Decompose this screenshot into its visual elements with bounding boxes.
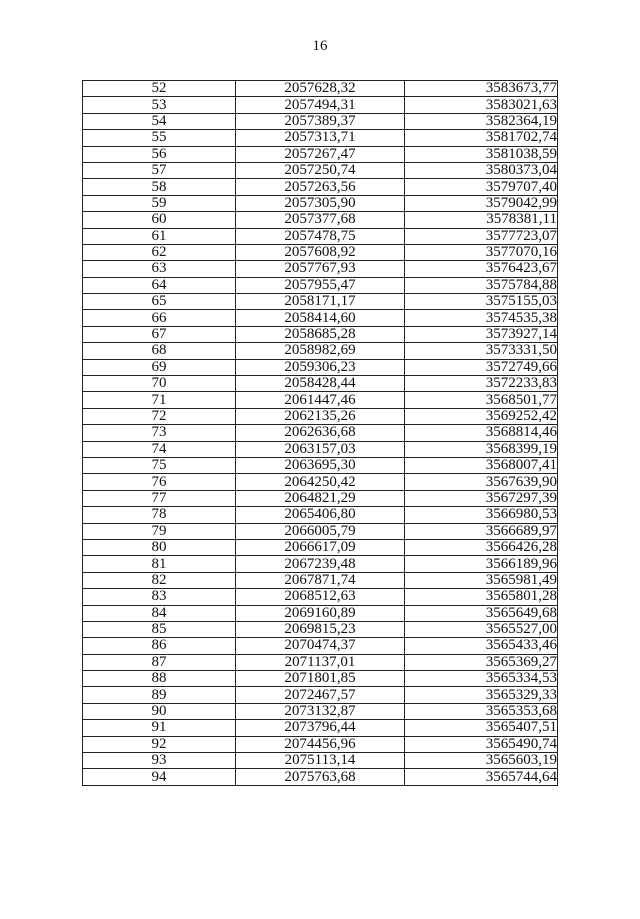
y-coordinate-cell: 3574535,38 — [405, 310, 558, 326]
y-coordinate-cell: 3565407,51 — [405, 720, 558, 736]
x-coordinate-cell: 2075113,14 — [236, 753, 405, 769]
x-coordinate-cell: 2057313,71 — [236, 130, 405, 146]
table-row — [83, 507, 558, 523]
point-number-cell: 58 — [83, 179, 236, 195]
table-row — [83, 408, 558, 424]
y-coordinate-cell: 3566426,28 — [405, 539, 558, 555]
table-row — [83, 146, 558, 162]
point-number-cell: 53 — [83, 97, 236, 113]
point-number-cell: 80 — [83, 539, 236, 555]
point-number-cell: 61 — [83, 228, 236, 244]
x-coordinate-cell: 2057389,37 — [236, 113, 405, 129]
table-row — [83, 310, 558, 326]
point-number-cell: 59 — [83, 195, 236, 211]
table-row — [83, 261, 558, 277]
table-row — [83, 212, 558, 228]
table-row — [83, 113, 558, 129]
table-row — [83, 326, 558, 342]
table-row — [83, 392, 558, 408]
y-coordinate-cell: 3567639,90 — [405, 474, 558, 490]
point-number-cell: 68 — [83, 343, 236, 359]
page-number: 16 — [312, 38, 328, 54]
table-row — [83, 654, 558, 670]
table-row — [83, 589, 558, 605]
point-number-cell: 64 — [83, 277, 236, 293]
y-coordinate-cell: 3572233,83 — [405, 376, 558, 392]
point-number-cell: 83 — [83, 589, 236, 605]
table-row — [83, 81, 558, 97]
coordinates-table-body — [83, 81, 558, 786]
point-number-cell: 94 — [83, 769, 236, 785]
point-number-cell: 77 — [83, 490, 236, 506]
point-number-cell: 84 — [83, 605, 236, 621]
x-coordinate-cell: 2059306,23 — [236, 359, 405, 375]
point-number-cell: 76 — [83, 474, 236, 490]
y-coordinate-cell: 3583673,77 — [405, 81, 558, 97]
x-coordinate-cell: 2057263,56 — [236, 179, 405, 195]
x-coordinate-cell: 2057767,93 — [236, 261, 405, 277]
point-number-cell: 90 — [83, 703, 236, 719]
x-coordinate-cell: 2061447,46 — [236, 392, 405, 408]
point-number-cell: 66 — [83, 310, 236, 326]
table-row — [83, 671, 558, 687]
x-coordinate-cell: 2070474,37 — [236, 638, 405, 654]
point-number-cell: 89 — [83, 687, 236, 703]
table-row — [83, 179, 558, 195]
x-coordinate-cell: 2072467,57 — [236, 687, 405, 703]
table-row — [83, 277, 558, 293]
x-coordinate-cell: 2066617,09 — [236, 539, 405, 555]
table-row — [83, 621, 558, 637]
y-coordinate-cell: 3567297,39 — [405, 490, 558, 506]
y-coordinate-cell: 3569252,42 — [405, 408, 558, 424]
x-coordinate-cell: 2073796,44 — [236, 720, 405, 736]
point-number-cell: 62 — [83, 244, 236, 260]
y-coordinate-cell: 3580373,04 — [405, 162, 558, 178]
y-coordinate-cell: 3565603,19 — [405, 753, 558, 769]
y-coordinate-cell: 3575155,03 — [405, 294, 558, 310]
y-coordinate-cell: 3583021,63 — [405, 97, 558, 113]
y-coordinate-cell: 3565334,53 — [405, 671, 558, 687]
y-coordinate-cell: 3573927,14 — [405, 326, 558, 342]
x-coordinate-cell: 2057478,75 — [236, 228, 405, 244]
y-coordinate-cell: 3577070,16 — [405, 244, 558, 260]
point-number-cell: 74 — [83, 441, 236, 457]
point-number-cell: 93 — [83, 753, 236, 769]
x-coordinate-cell: 2073132,87 — [236, 703, 405, 719]
y-coordinate-cell: 3568399,19 — [405, 441, 558, 457]
point-number-cell: 92 — [83, 736, 236, 752]
point-number-cell: 52 — [83, 81, 236, 97]
table-row — [83, 523, 558, 539]
x-coordinate-cell: 2069815,23 — [236, 621, 405, 637]
x-coordinate-cell: 2057494,31 — [236, 97, 405, 113]
point-number-cell: 63 — [83, 261, 236, 277]
point-number-cell: 70 — [83, 376, 236, 392]
y-coordinate-cell: 3565490,74 — [405, 736, 558, 752]
y-coordinate-cell: 3566689,97 — [405, 523, 558, 539]
y-coordinate-cell: 3582364,19 — [405, 113, 558, 129]
x-coordinate-cell: 2063157,03 — [236, 441, 405, 457]
x-coordinate-cell: 2068512,63 — [236, 589, 405, 605]
y-coordinate-cell: 3575784,88 — [405, 277, 558, 293]
table-row — [83, 162, 558, 178]
point-number-cell: 60 — [83, 212, 236, 228]
x-coordinate-cell: 2057628,32 — [236, 81, 405, 97]
x-coordinate-cell: 2067871,74 — [236, 572, 405, 588]
table-row — [83, 457, 558, 473]
x-coordinate-cell: 2065406,80 — [236, 507, 405, 523]
point-number-cell: 88 — [83, 671, 236, 687]
point-number-cell: 55 — [83, 130, 236, 146]
table-row — [83, 97, 558, 113]
table-row — [83, 638, 558, 654]
x-coordinate-cell: 2071137,01 — [236, 654, 405, 670]
y-coordinate-cell: 3573331,50 — [405, 343, 558, 359]
x-coordinate-cell: 2071801,85 — [236, 671, 405, 687]
table-row — [83, 703, 558, 719]
table-row — [83, 425, 558, 441]
table-row — [83, 195, 558, 211]
table-row — [83, 359, 558, 375]
x-coordinate-cell: 2062636,68 — [236, 425, 405, 441]
point-number-cell: 65 — [83, 294, 236, 310]
x-coordinate-cell: 2057608,92 — [236, 244, 405, 260]
table-row — [83, 605, 558, 621]
x-coordinate-cell: 2063695,30 — [236, 457, 405, 473]
y-coordinate-cell: 3572749,66 — [405, 359, 558, 375]
table-row — [83, 474, 558, 490]
table-row — [83, 720, 558, 736]
y-coordinate-cell: 3566189,96 — [405, 556, 558, 572]
point-number-cell: 91 — [83, 720, 236, 736]
point-number-cell: 54 — [83, 113, 236, 129]
table-row — [83, 556, 558, 572]
point-number-cell: 57 — [83, 162, 236, 178]
x-coordinate-cell: 2069160,89 — [236, 605, 405, 621]
y-coordinate-cell: 3565801,28 — [405, 589, 558, 605]
point-number-cell: 69 — [83, 359, 236, 375]
x-coordinate-cell: 2058428,44 — [236, 376, 405, 392]
y-coordinate-cell: 3565329,33 — [405, 687, 558, 703]
x-coordinate-cell: 2057250,74 — [236, 162, 405, 178]
y-coordinate-cell: 3565744,64 — [405, 769, 558, 785]
table-row — [83, 228, 558, 244]
y-coordinate-cell: 3568007,41 — [405, 457, 558, 473]
point-number-cell: 78 — [83, 507, 236, 523]
y-coordinate-cell: 3581038,59 — [405, 146, 558, 162]
table-row — [83, 572, 558, 588]
x-coordinate-cell: 2058414,60 — [236, 310, 405, 326]
y-coordinate-cell: 3568501,77 — [405, 392, 558, 408]
table-row — [83, 490, 558, 506]
coordinates-table — [82, 80, 558, 786]
y-coordinate-cell: 3579707,40 — [405, 179, 558, 195]
x-coordinate-cell: 2057305,90 — [236, 195, 405, 211]
table-row — [83, 376, 558, 392]
point-number-cell: 79 — [83, 523, 236, 539]
table-row — [83, 687, 558, 703]
table-row — [83, 736, 558, 752]
table-row — [83, 753, 558, 769]
x-coordinate-cell: 2067239,48 — [236, 556, 405, 572]
table-row — [83, 244, 558, 260]
y-coordinate-cell: 3565649,68 — [405, 605, 558, 621]
y-coordinate-cell: 3581702,74 — [405, 130, 558, 146]
point-number-cell: 85 — [83, 621, 236, 637]
x-coordinate-cell: 2057377,68 — [236, 212, 405, 228]
x-coordinate-cell: 2075763,68 — [236, 769, 405, 785]
x-coordinate-cell: 2064821,29 — [236, 490, 405, 506]
point-number-cell: 71 — [83, 392, 236, 408]
x-coordinate-cell: 2058171,17 — [236, 294, 405, 310]
y-coordinate-cell: 3576423,67 — [405, 261, 558, 277]
point-number-cell: 67 — [83, 326, 236, 342]
table-row — [83, 343, 558, 359]
x-coordinate-cell: 2062135,26 — [236, 408, 405, 424]
x-coordinate-cell: 2057267,47 — [236, 146, 405, 162]
x-coordinate-cell: 2058982,69 — [236, 343, 405, 359]
x-coordinate-cell: 2058685,28 — [236, 326, 405, 342]
y-coordinate-cell: 3566980,53 — [405, 507, 558, 523]
x-coordinate-cell: 2064250,42 — [236, 474, 405, 490]
y-coordinate-cell: 3565369,27 — [405, 654, 558, 670]
point-number-cell: 87 — [83, 654, 236, 670]
y-coordinate-cell: 3568814,46 — [405, 425, 558, 441]
y-coordinate-cell: 3577723,07 — [405, 228, 558, 244]
x-coordinate-cell: 2066005,79 — [236, 523, 405, 539]
y-coordinate-cell: 3578381,11 — [405, 212, 558, 228]
point-number-cell: 75 — [83, 457, 236, 473]
table-row — [83, 769, 558, 785]
point-number-cell: 72 — [83, 408, 236, 424]
y-coordinate-cell: 3565433,46 — [405, 638, 558, 654]
table-row — [83, 441, 558, 457]
y-coordinate-cell: 3579042,99 — [405, 195, 558, 211]
x-coordinate-cell: 2074456,96 — [236, 736, 405, 752]
table-row — [83, 130, 558, 146]
point-number-cell: 81 — [83, 556, 236, 572]
y-coordinate-cell: 3565353,68 — [405, 703, 558, 719]
table-row — [83, 539, 558, 555]
point-number-cell: 56 — [83, 146, 236, 162]
point-number-cell: 73 — [83, 425, 236, 441]
y-coordinate-cell: 3565981,49 — [405, 572, 558, 588]
table-row — [83, 294, 558, 310]
x-coordinate-cell: 2057955,47 — [236, 277, 405, 293]
point-number-cell: 86 — [83, 638, 236, 654]
y-coordinate-cell: 3565527,00 — [405, 621, 558, 637]
point-number-cell: 82 — [83, 572, 236, 588]
